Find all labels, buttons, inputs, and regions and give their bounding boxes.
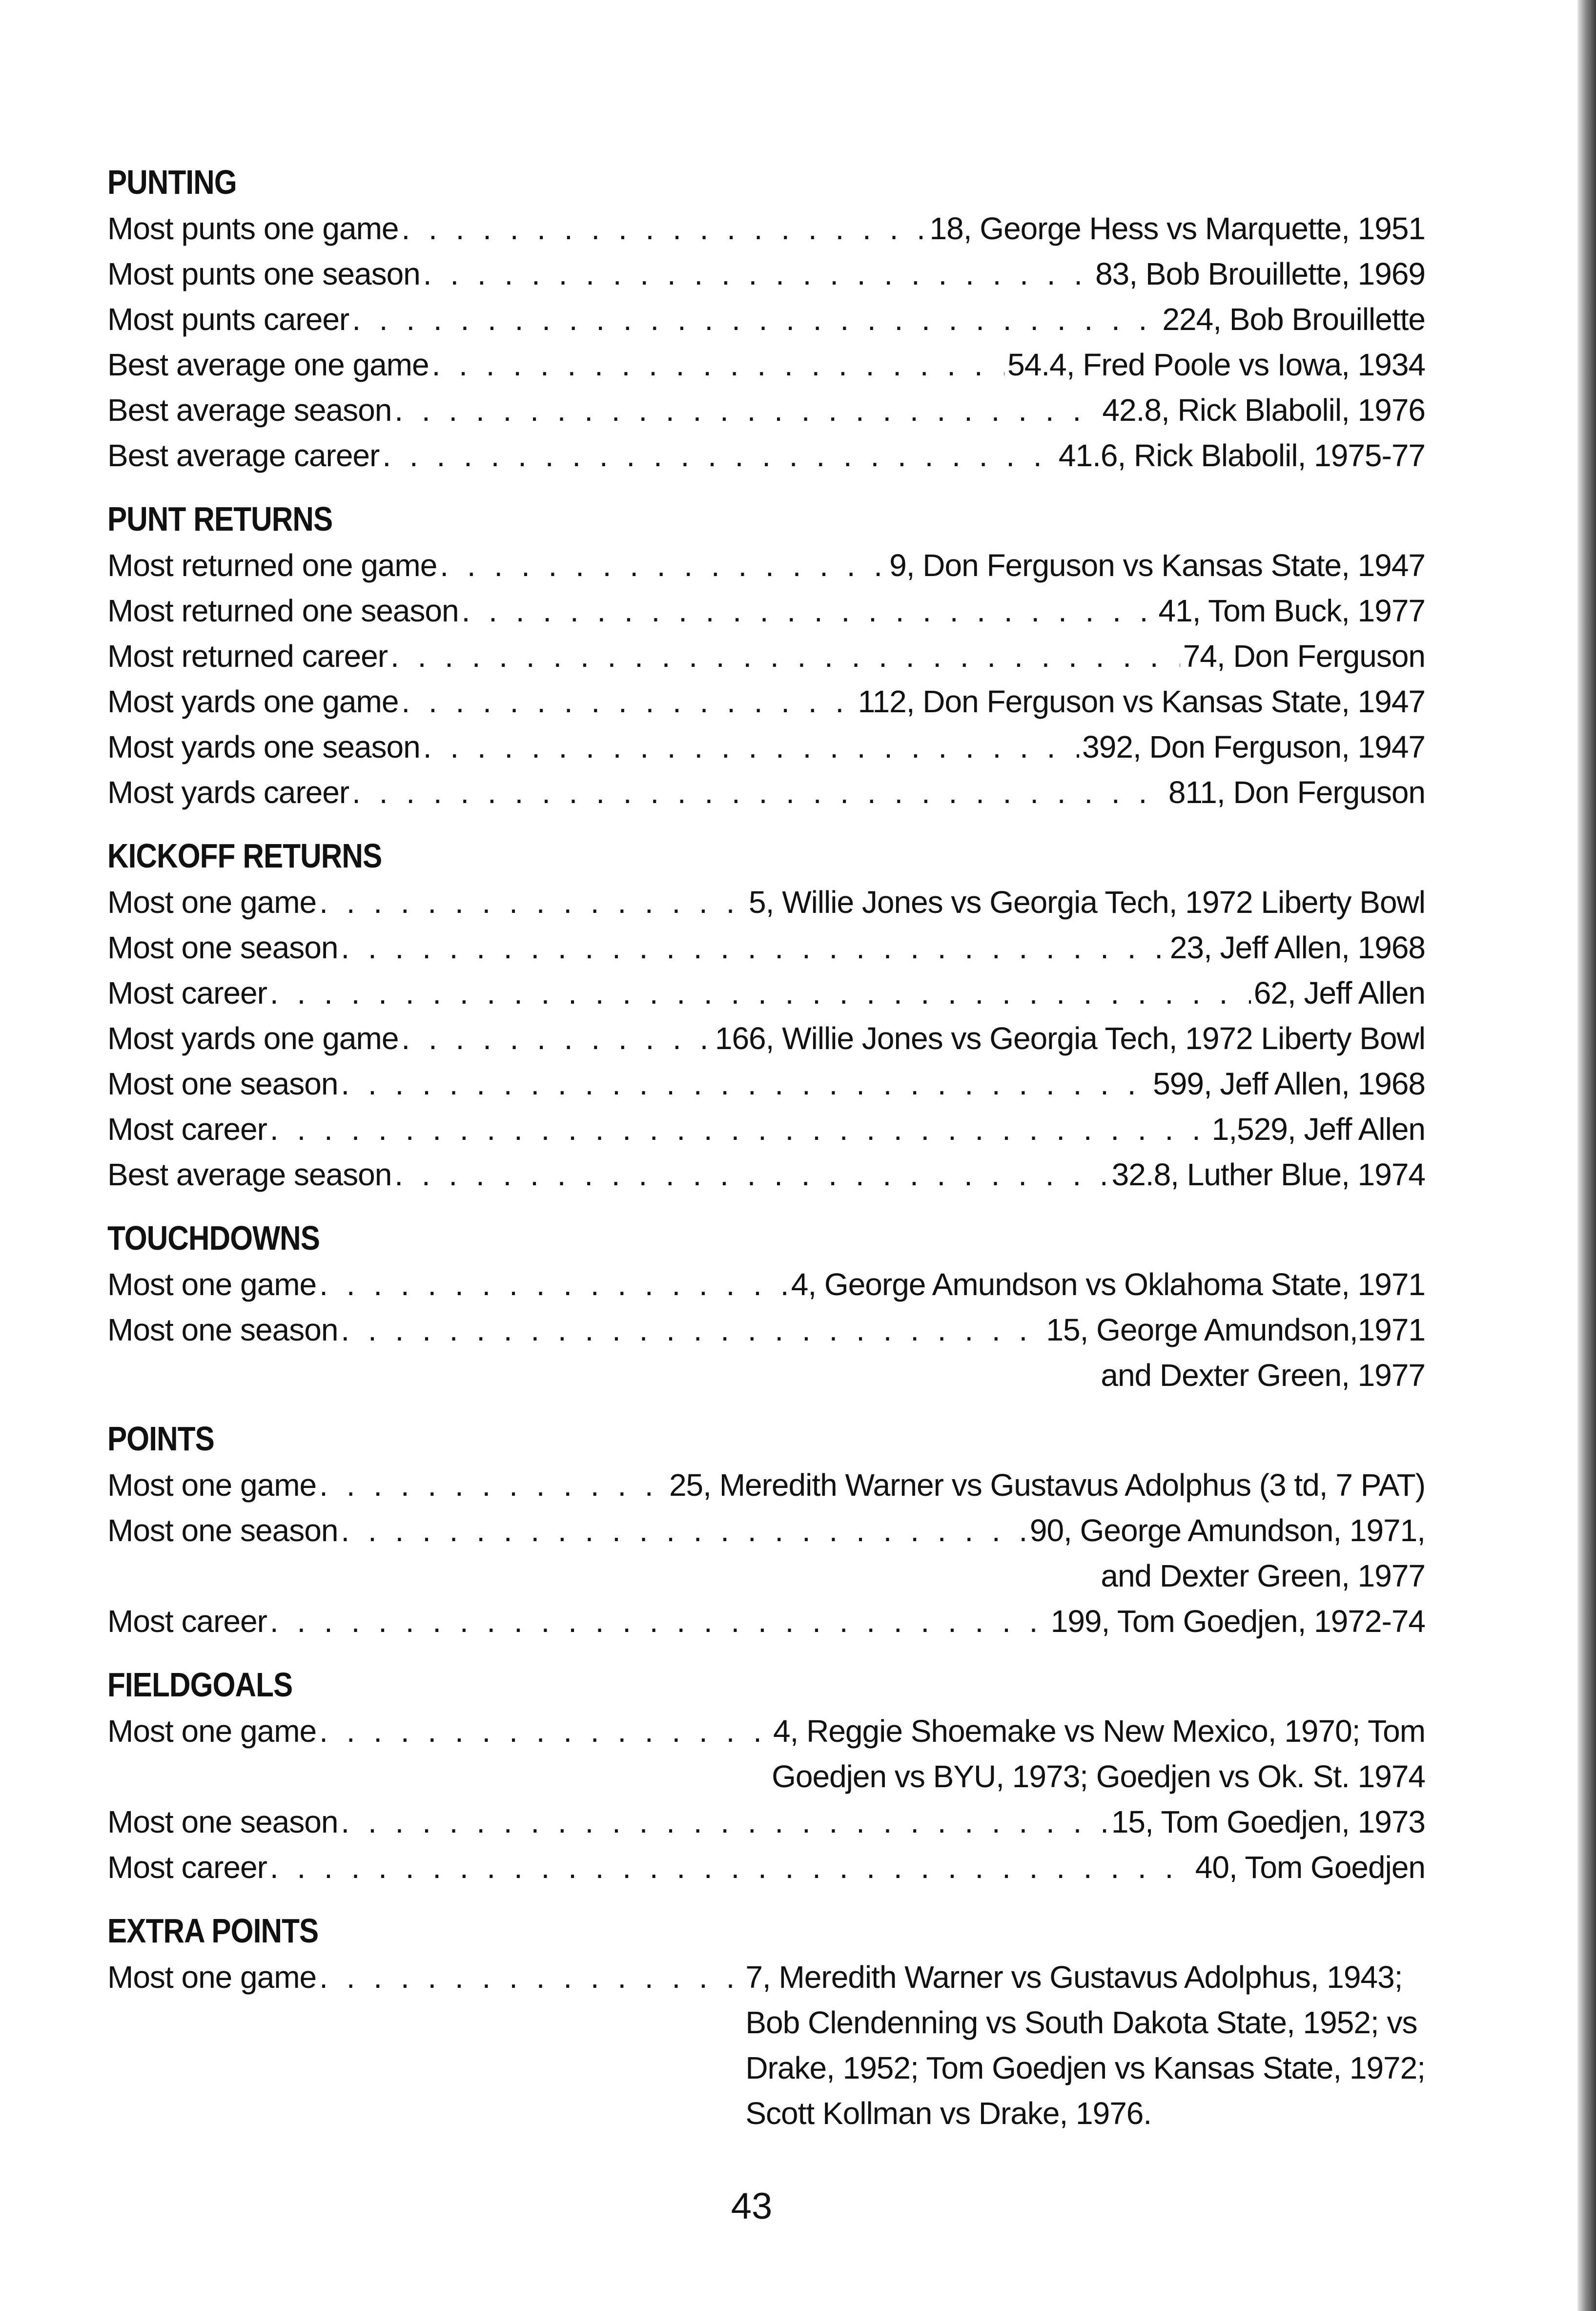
- dot-leader: [270, 970, 1251, 1016]
- section-heading: PUNT RETURNS: [107, 500, 333, 538]
- record-value-line: Goedjen vs BYU, 1973; Goedjen vs Ok. St. 1974: [772, 1759, 1425, 1794]
- record-value: 224, Bob Brouillette: [1162, 302, 1425, 337]
- dot-leader: [319, 1709, 769, 1754]
- record-label: Best average season: [107, 1157, 392, 1192]
- record-value: [745, 1955, 1425, 2136]
- record-label: Best average one game: [107, 347, 429, 382]
- record-row: [107, 1955, 1425, 2136]
- record-value-line: and Dexter Green, 1977: [1101, 1558, 1425, 1593]
- record-label: Most yards one game: [107, 1021, 399, 1056]
- record-label: Most returned one game: [107, 548, 437, 583]
- record-value-line: 15, George Amundson,1971: [1046, 1312, 1425, 1347]
- record-value: 41, Tom Buck, 1977: [1158, 593, 1425, 628]
- record-row: [107, 1262, 1425, 1307]
- record-row: [107, 1107, 1425, 1152]
- record-row: [107, 433, 1425, 478]
- record-label: Most one game: [107, 1267, 317, 1302]
- record-row: [107, 1799, 1425, 1845]
- record-row: [107, 1061, 1425, 1107]
- record-value: 392, Don Ferguson, 1947: [1082, 729, 1425, 764]
- record-value: 83, Bob Brouillette, 1969: [1095, 256, 1425, 291]
- record-row: [107, 1508, 1425, 1599]
- record-value: 40, Tom Goedjen: [1195, 1850, 1425, 1885]
- dot-leader: [270, 1107, 1209, 1152]
- record-value: 74, Don Ferguson: [1183, 639, 1425, 674]
- dot-leader: [382, 433, 1056, 478]
- record-label: Most career: [107, 1850, 267, 1885]
- record-row: [107, 297, 1425, 342]
- dot-leader: [319, 880, 746, 925]
- dot-leader: [319, 1463, 666, 1508]
- dot-leader: [423, 251, 1092, 297]
- record-value: 4, George Amundson vs Oklahoma State, 1971: [791, 1267, 1425, 1302]
- dot-leader: [401, 1016, 712, 1061]
- record-value: 23, Jeff Allen, 1968: [1169, 930, 1425, 965]
- dot-leader: [270, 1599, 1048, 1644]
- section-kickoff-returns: [107, 835, 1425, 1197]
- record-label: Best average season: [107, 392, 392, 428]
- record-value: 32.8, Luther Blue, 1974: [1111, 1157, 1425, 1192]
- record-label: Most punts one game: [107, 211, 399, 246]
- section-heading: KICKOFF RETURNS: [107, 837, 382, 875]
- record-value: 199, Tom Goedjen, 1972-74: [1050, 1604, 1425, 1639]
- record-row: [107, 1599, 1425, 1644]
- record-value: [772, 1709, 1425, 1799]
- dot-leader: [352, 297, 1159, 342]
- record-label: Most one season: [107, 1513, 338, 1548]
- record-value: 9, Don Ferguson vs Kansas State, 1947: [889, 548, 1425, 583]
- record-row: [107, 1307, 1425, 1398]
- dot-leader: [423, 724, 1079, 770]
- record-value: 15, Tom Goedjen, 1973: [1111, 1804, 1425, 1839]
- section-gap: [107, 1644, 1425, 1664]
- records-content: [107, 161, 1425, 2136]
- record-value: 599, Jeff Allen, 1968: [1153, 1066, 1425, 1101]
- record-label: Most returned career: [107, 639, 388, 674]
- record-row: [107, 770, 1425, 815]
- record-row: [107, 1709, 1425, 1799]
- record-row: [107, 251, 1425, 297]
- record-row: [107, 634, 1425, 679]
- dot-leader: [319, 1955, 742, 2000]
- section-gap: [107, 1890, 1425, 1910]
- record-row: [107, 925, 1425, 970]
- section-points: [107, 1418, 1425, 1644]
- page-edge-shadow: [1577, 0, 1596, 2311]
- record-value-line: Scott Kollman vs Drake, 1976.: [745, 2096, 1152, 2131]
- record-row: [107, 1463, 1425, 1508]
- record-row: [107, 588, 1425, 634]
- record-value-line: 4, Reggie Shoemake vs New Mexico, 1970; Tom: [773, 1713, 1425, 1749]
- section-punt-returns: [107, 498, 1425, 815]
- record-value-line: 90, George Amundson, 1971,: [1029, 1513, 1425, 1548]
- record-label: Most yards one game: [107, 684, 399, 719]
- dot-leader: [432, 342, 1005, 388]
- record-value: 811, Don Ferguson: [1168, 775, 1425, 810]
- section-heading: POINTS: [107, 1420, 214, 1458]
- section-heading: EXTRA POINTS: [107, 1912, 319, 1950]
- section-gap: [107, 815, 1425, 835]
- record-value: [1046, 1307, 1425, 1398]
- dot-leader: [341, 1799, 1108, 1845]
- record-value: 25, Meredith Warner vs Gustavus Adolphus (3 td, 7 PAT): [669, 1467, 1425, 1503]
- record-value: 18, George Hess vs Marquette, 1951: [929, 211, 1425, 246]
- record-label: Most career: [107, 1112, 267, 1147]
- record-row: [107, 679, 1425, 724]
- record-label: Most one season: [107, 930, 338, 965]
- record-value-line: 7, Meredith Warner vs Gustavus Adolphus, 1943;: [745, 1960, 1403, 1995]
- record-label: Most one season: [107, 1066, 338, 1101]
- record-value: 1,529, Jeff Allen: [1211, 1112, 1425, 1147]
- record-value: 42.8, Rick Blabolil, 1976: [1102, 392, 1425, 428]
- record-value: 41.6, Rick Blabolil, 1975-77: [1058, 438, 1425, 473]
- record-label: Most one game: [107, 1713, 317, 1749]
- record-row: [107, 1845, 1425, 1890]
- record-value-line: and Dexter Green, 1977: [1101, 1358, 1425, 1393]
- record-row: [107, 543, 1425, 588]
- record-value-line: Bob Clendenning vs South Dakota State, 1952; vs: [745, 2005, 1417, 2040]
- record-label: Best average career: [107, 438, 380, 473]
- section-extra-points: [107, 1910, 1425, 2136]
- record-row: [107, 724, 1425, 770]
- record-label: Most one season: [107, 1804, 338, 1839]
- section-heading: TOUCHDOWNS: [107, 1219, 320, 1257]
- dot-leader: [352, 770, 1166, 815]
- record-label: Most career: [107, 975, 267, 1011]
- dot-leader: [341, 1508, 1026, 1553]
- record-label: Most punts career: [107, 302, 349, 337]
- dot-leader: [394, 388, 1099, 433]
- dot-leader: [390, 634, 1180, 679]
- dot-leader: [341, 1307, 1043, 1353]
- record-value-line: Drake, 1952; Tom Goedjen vs Kansas State, 1972;: [745, 2050, 1425, 2085]
- record-value: [1030, 1508, 1425, 1599]
- section-heading: PUNTING: [107, 163, 237, 201]
- dot-leader: [341, 925, 1166, 970]
- record-row: [107, 388, 1425, 433]
- record-label: Most returned one season: [107, 593, 459, 628]
- record-row: [107, 970, 1425, 1016]
- record-label: Most punts one season: [107, 256, 420, 291]
- section-fieldgoals: [107, 1664, 1425, 1890]
- section-gap: [107, 1398, 1425, 1418]
- page-number: 43: [731, 2186, 773, 2227]
- dot-leader: [319, 1262, 788, 1307]
- record-value: 112, Don Ferguson vs Kansas State, 1947: [858, 684, 1425, 719]
- section-gap: [107, 1197, 1425, 1217]
- dot-leader: [462, 588, 1156, 634]
- record-label: Most one game: [107, 1467, 317, 1503]
- dot-leader: [394, 1152, 1108, 1197]
- section-touchdowns: [107, 1217, 1425, 1398]
- record-value: 5, Willie Jones vs Georgia Tech, 1972 Liberty Bowl: [749, 885, 1425, 920]
- record-row: [107, 1152, 1425, 1197]
- dot-leader: [341, 1061, 1150, 1107]
- record-label: Most yards one season: [107, 729, 420, 764]
- record-row: [107, 880, 1425, 925]
- section-gap: [107, 478, 1425, 498]
- section-punting: [107, 161, 1425, 478]
- record-label: Most one season: [107, 1312, 338, 1347]
- record-row: [107, 1016, 1425, 1061]
- record-row: [107, 206, 1425, 251]
- section-heading: FIELDGOALS: [107, 1666, 293, 1704]
- dot-leader: [270, 1845, 1192, 1890]
- record-value: 166, Willie Jones vs Georgia Tech, 1972 Liberty Bowl: [715, 1021, 1425, 1056]
- record-label: Most one game: [107, 1960, 317, 1995]
- dot-leader: [401, 206, 926, 251]
- record-value: 54.4, Fred Poole vs Iowa, 1934: [1007, 347, 1425, 382]
- record-value: 62, Jeff Allen: [1253, 975, 1425, 1011]
- record-row: [107, 342, 1425, 388]
- record-label: Most one game: [107, 885, 317, 920]
- dot-leader: [440, 543, 886, 588]
- record-label: Most yards career: [107, 775, 349, 810]
- dot-leader: [401, 679, 855, 724]
- record-label: Most career: [107, 1604, 267, 1639]
